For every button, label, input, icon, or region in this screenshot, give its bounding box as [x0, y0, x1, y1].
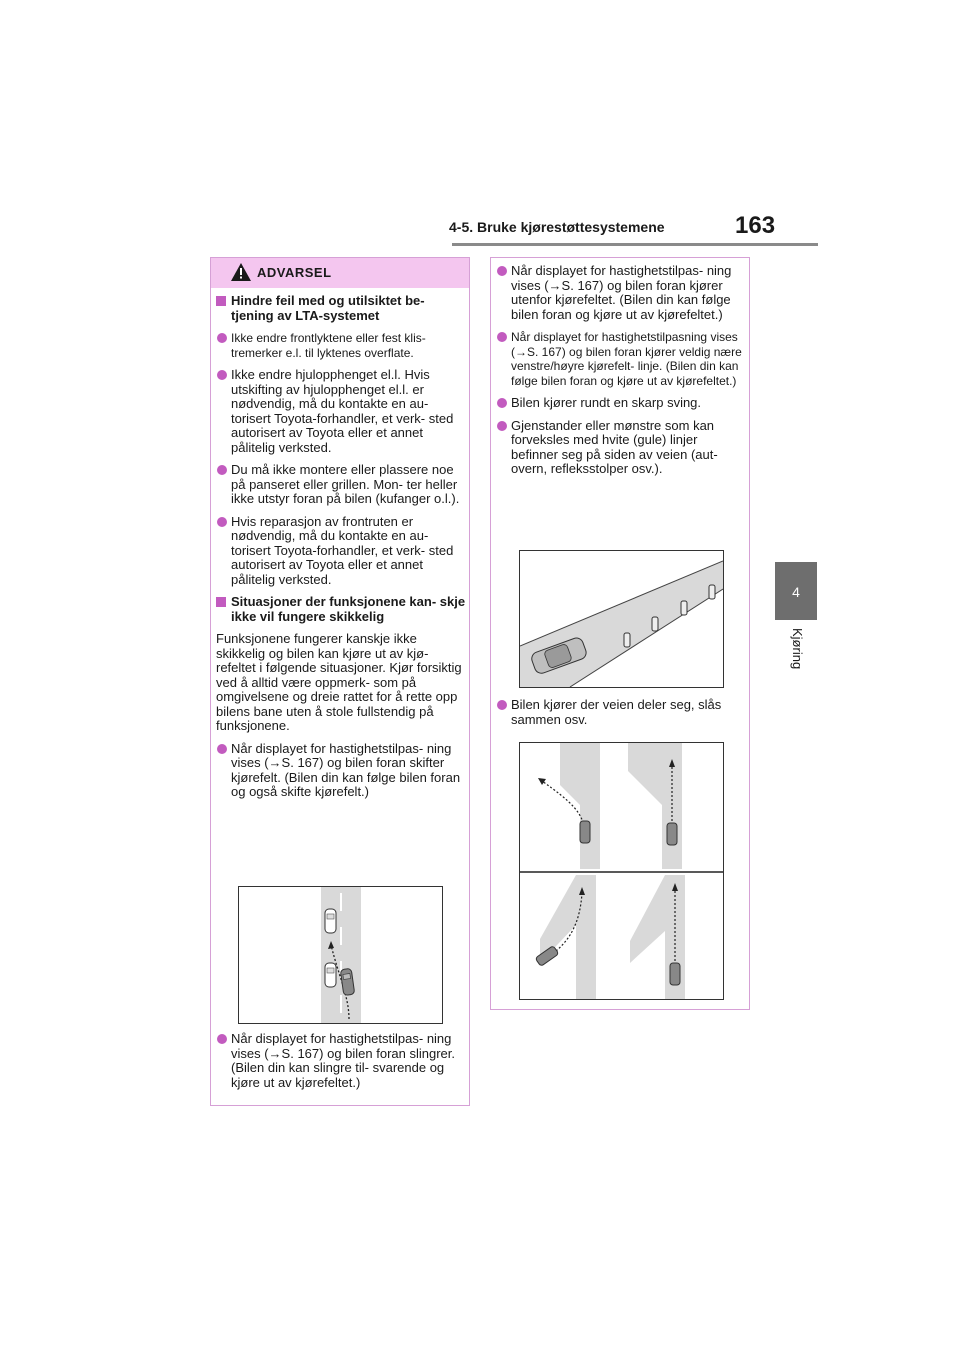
list-item: Gjenstander eller mønstre som kan forveksles med hvite (gule) linjer befinner seg på siden av veien (aut- overn, refleksstolper osv.). [496, 419, 746, 477]
section-title: 4-5. Bruke kjørestøttesystemene [449, 219, 665, 235]
situations-paragraph: Funksjonene fungerer kanskje ikke skikkelig og bilen kan kjøre ut av kjø- refeltet i følgende situasjoner. Kjør forsiktig ved å alltid være oppmerk- som på omgivelsene og dreie rattet for å rette opp bilens bane uten å stole fullstendig på funksjonene. [216, 631, 462, 733]
list-item: Ikke endre frontlyktene eller fest klis- tremerker e.l. til lyktenes overflate. [216, 331, 466, 360]
warning-right-content [496, 264, 746, 485]
list-item: Ikke endre hjulopphenget el.l. Hvis utskifting av hjulopphenget el.l. er nødvendig, må du kontakte en au- torisert Toyota-forhandler, et verk- sted autorisert av Toyota eller et annet pålitelig verksted. [216, 368, 466, 455]
square-bullet-icon [216, 296, 226, 306]
warning-left-content-2 [216, 1032, 466, 1098]
list-item: Når displayet for hastighetstilpas- ning vises (→S. 167) og bilen foran skifter kjørefelt. (Bilen din kan følge bilen foran og også skifte kjørefelt.) [216, 742, 466, 800]
bullet-dot-icon [497, 398, 507, 408]
road-split-illustration [519, 742, 724, 1000]
warning-title: ADVARSEL [257, 265, 332, 280]
bullet-dot-icon [497, 421, 507, 431]
warning-triangle-icon [231, 263, 251, 281]
bullet-dot-icon [497, 332, 507, 342]
bullet-dot-icon [217, 333, 227, 343]
list-item: Når displayet for hastighetstilpasning vises (→S. 167) og bilen foran kjører veldig nære venstre/høyre kjørefelt- linje. (Bilen din kan følge bilen foran og kjøre ut av kjørefeltet.) [496, 330, 746, 388]
road-split-diagram [520, 743, 723, 999]
list-item: Du må ikke montere eller plassere noe på panseret eller grillen. Mon- ter heller ikke utstyr foran på bilen (kufanger o.l.). [216, 463, 466, 507]
warning-box-continued [490, 257, 750, 1010]
list-item: Når displayet for hastighetstilpas- ning vises (→S. 167) og bilen foran slingrer. (Bilen din kan slingre til- svarende og kjøre ut av kjørefeltet.) [216, 1032, 466, 1090]
list-item: Bilen kjører rundt en skarp sving. [496, 396, 746, 411]
roadside-objects-diagram [520, 551, 723, 687]
bullet-dot-icon [217, 465, 227, 475]
header-rule [452, 243, 818, 246]
warning-left-content [216, 294, 466, 808]
heading-misuse: Hindre feil med og utilsiktet be- tjening av LTA-systemet [216, 294, 466, 323]
roadside-objects-illustration [519, 550, 724, 688]
bullet-dot-icon [217, 1034, 227, 1044]
list-item: Når displayet for hastighetstilpas- ning vises (→S. 167) og bilen foran kjører utenfor kjørefeltet. (Bilen din kan følge bilen foran og kjøre ut av kjørefeltet.) [496, 264, 746, 322]
lane-change-illustration [238, 886, 443, 1024]
page-number: 163 [735, 212, 776, 239]
lane-change-diagram [239, 887, 442, 1023]
list-item: Bilen kjører der veien deler seg, slås sammen osv. [496, 698, 746, 727]
chapter-tab [775, 562, 817, 620]
warning-box [210, 257, 470, 1106]
warning-right-content-2 [496, 698, 746, 735]
chapter-label-wrap [781, 628, 811, 688]
bullet-dot-icon [497, 266, 507, 276]
chapter-number: 4 [792, 584, 800, 600]
bullet-dot-icon [217, 517, 227, 527]
chapter-label: Kjøring [790, 628, 805, 670]
heading-situations: Situasjoner der funksjonene kan- skje ikke vil fungere skikkelig [216, 595, 466, 624]
square-bullet-icon [216, 597, 226, 607]
bullet-dot-icon [497, 700, 507, 710]
bullet-dot-icon [217, 370, 227, 380]
list-item: Hvis reparasjon av frontruten er nødvendig, må du kontakte en au- torisert Toyota-forhandler, et verk- sted autorisert av Toyota eller et annet pålitelig verksted. [216, 515, 466, 588]
bullet-dot-icon [217, 744, 227, 754]
warning-header [211, 258, 469, 288]
